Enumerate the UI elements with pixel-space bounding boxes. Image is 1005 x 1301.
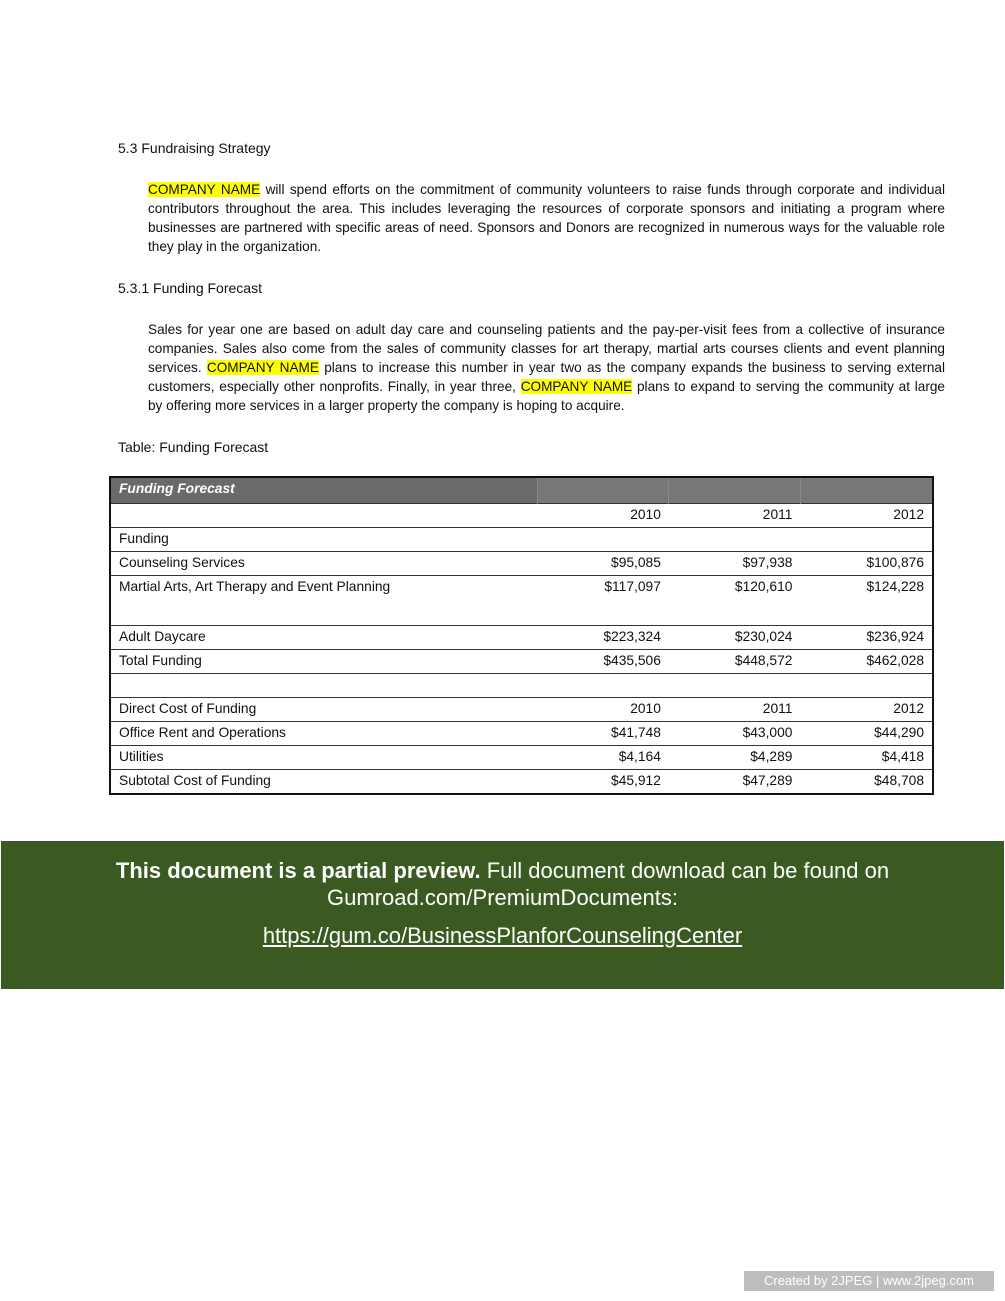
- value-cell: $48,708: [800, 769, 932, 793]
- table-row-empty: [111, 673, 932, 697]
- table-row: [111, 697, 932, 721]
- company-name-highlight: COMPANY NAME: [520, 379, 633, 394]
- value-cell: $120,610: [669, 575, 801, 625]
- preview-banner: [1, 841, 1004, 989]
- section-heading-fundraising: 5.3 Fundraising Strategy: [118, 140, 271, 156]
- value-cell: $45,912: [537, 769, 669, 793]
- value-cell: $448,572: [669, 649, 801, 673]
- value-cell: $124,228: [800, 575, 932, 625]
- value-cell: $43,000: [669, 721, 801, 745]
- forecast-text-1: Sales for year one are based on adult day care and counseling patients and the pay-per-visit fees from a collective of insurance companies. Sales also come from the sales of community classes for art therapy, martial arts courses clients and event planning services.: [148, 322, 945, 375]
- row-label: Utilities: [111, 745, 537, 769]
- row-label: Office Rent and Operations: [111, 721, 537, 745]
- row-label: Total Funding: [111, 649, 537, 673]
- table-caption: Table: Funding Forecast: [118, 439, 269, 455]
- table-row: [111, 721, 932, 745]
- value-cell: $44,290: [800, 721, 932, 745]
- fundraising-text: will spend efforts on the commitment of community volunteers to raise funds through corporate and individual contributors throughout the area. This includes leveraging the resources of corporate sponsors and initiating a program where businesses are partnered with specific areas of need. Sponsors and Donors are recognized in numerous ways for the valuable role they play in the organization.: [148, 182, 945, 254]
- value-cell: $462,028: [800, 649, 932, 673]
- table-header-row: [111, 478, 932, 503]
- section-heading-funding-forecast: 5.3.1 Funding Forecast: [118, 280, 262, 296]
- value-cell: $41,748: [537, 721, 669, 745]
- table-title: Funding Forecast: [111, 478, 537, 503]
- value-cell: $223,324: [537, 625, 669, 649]
- row-label: Subtotal Cost of Funding: [111, 769, 537, 793]
- watermark: Created by 2JPEG | www.2jpeg.com: [744, 1271, 994, 1291]
- value-cell: $100,876: [800, 551, 932, 575]
- row-label: Adult Daycare: [111, 625, 537, 649]
- year-cell: 2012: [800, 503, 932, 527]
- year-cell: 2010: [537, 503, 669, 527]
- company-name-highlight: COMPANY NAME: [206, 360, 319, 375]
- funding-forecast-table: [109, 476, 934, 795]
- value-cell: $97,938: [669, 551, 801, 575]
- table-row: [111, 625, 932, 649]
- value-cell: $95,085: [537, 551, 669, 575]
- banner-text: [1, 857, 1004, 911]
- banner-rest-text: Full document download can be found on: [480, 858, 890, 883]
- value-cell: $117,097: [537, 575, 669, 625]
- value-cell: $230,024: [669, 625, 801, 649]
- value-cell: $4,164: [537, 745, 669, 769]
- banner-line-2: Gumroad.com/PremiumDocuments:: [327, 885, 678, 910]
- banner-bold-text: This document is a partial preview.: [115, 858, 481, 883]
- table-row: [111, 649, 932, 673]
- table-row: [111, 503, 932, 527]
- download-link[interactable]: https://gum.co/BusinessPlanforCounselingCenter: [262, 923, 743, 948]
- table-row: [111, 575, 932, 625]
- row-label: Direct Cost of Funding: [111, 697, 537, 721]
- company-name-highlight: COMPANY NAME: [148, 182, 261, 197]
- table-row: [111, 769, 932, 793]
- table-row: [111, 745, 932, 769]
- value-cell: $236,924: [800, 625, 932, 649]
- fundraising-paragraph: [148, 180, 945, 256]
- value-cell: $435,506: [537, 649, 669, 673]
- table-row: [111, 551, 932, 575]
- year-cell: 2011: [669, 503, 801, 527]
- value-cell: $47,289: [669, 769, 801, 793]
- value-cell: $4,289: [669, 745, 801, 769]
- row-label: Martial Arts, Art Therapy and Event Planning: [111, 575, 537, 625]
- value-cell: 2011: [669, 697, 801, 721]
- forecast-paragraph: [148, 320, 945, 415]
- table-row: [111, 527, 932, 551]
- forecast-text-2: plans to increase this number in year two as the company expands the business to serving external customers, especially other nonprofits. Finally, in year three,: [148, 360, 945, 394]
- value-cell: $4,418: [800, 745, 932, 769]
- value-cell: 2010: [537, 697, 669, 721]
- row-label: Funding: [111, 527, 537, 551]
- row-label: Counseling Services: [111, 551, 537, 575]
- value-cell: 2012: [800, 697, 932, 721]
- forecast-text-3: plans to expand to serving the community at large by offering more services in a larger property the company is hoping to acquire.: [148, 379, 945, 413]
